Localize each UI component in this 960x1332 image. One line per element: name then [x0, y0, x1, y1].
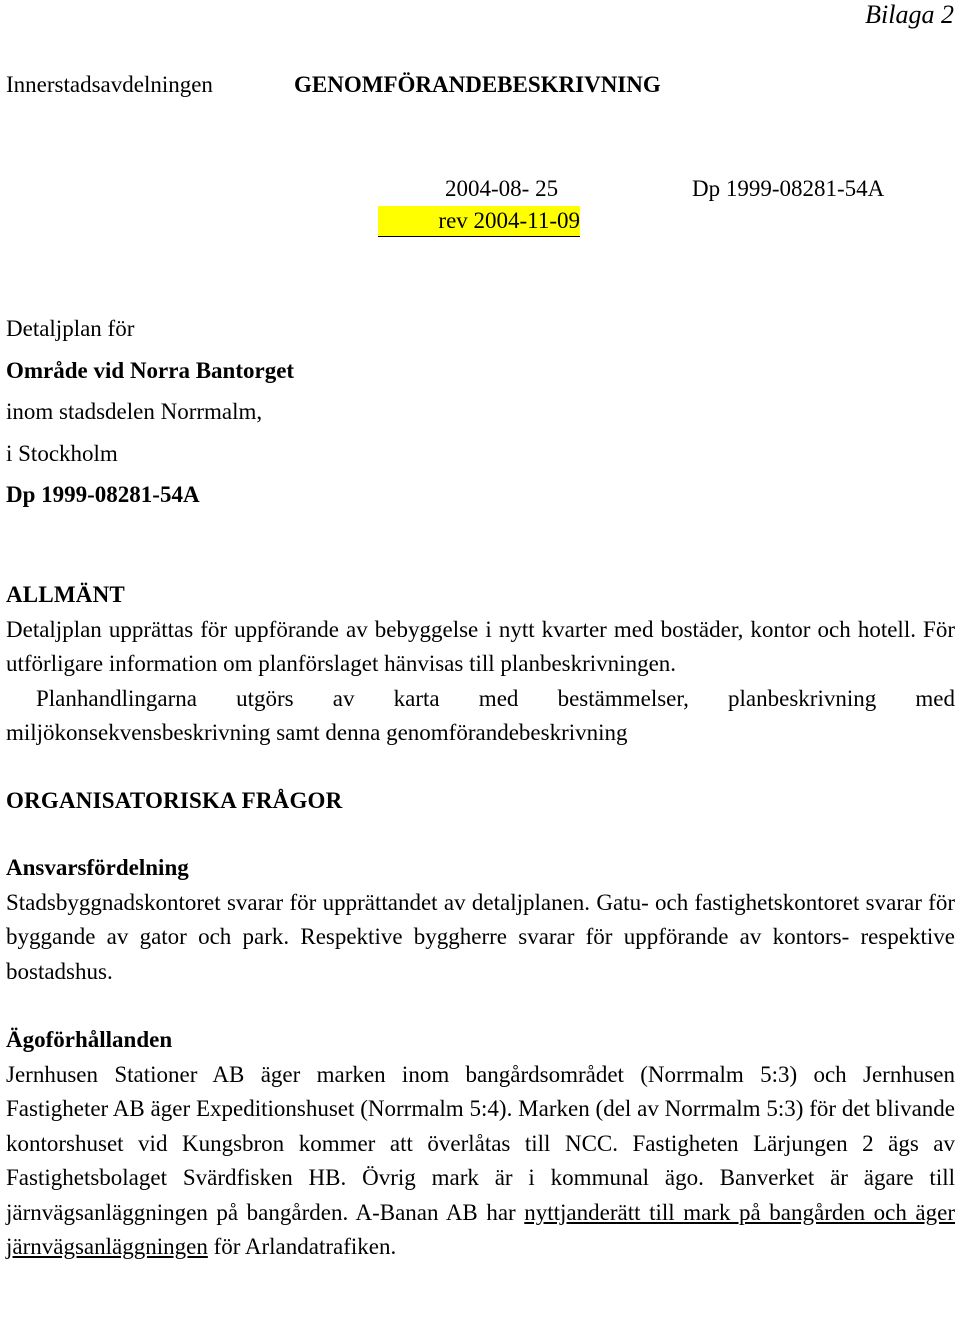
subheading-agoforhallanden: Ägoförhållanden	[6, 1027, 173, 1052]
paragraph	[6, 1058, 955, 1265]
department-name: Innerstadsavdelningen	[6, 72, 213, 97]
document-date: 2004-08- 25	[445, 176, 559, 201]
appendix-label: Bilaga 2	[865, 0, 954, 29]
plan-title-block	[6, 308, 606, 516]
underlined-text: nyttjanderätt till mark på bangården och äger järnvägsanläggningen	[6, 1199, 955, 1259]
paragraph: Stadsbyggnadskontoret svarar för upprättandet av detaljplanen. Gatu- och fastighetskontoret svarar för byggande av gator och park. Respektive byggherre svarar för uppförande av kontors- respektive bostadshus.	[6, 889, 955, 984]
document-body	[6, 578, 955, 1265]
revision-date: rev 2004-11-09	[378, 206, 580, 237]
plan-number: Dp 1999-08281-54A	[692, 176, 885, 201]
text-span: för Arlandatrafiken.	[207, 1234, 397, 1259]
plan-area-name: Område vid Norra Bantorget	[6, 357, 295, 383]
section-heading-allmant: ALLMÄNT	[6, 582, 125, 607]
plan-line: i Stockholm	[6, 440, 118, 466]
plan-line: Detaljplan för	[6, 316, 135, 341]
paragraph: Detaljplan upprättas för uppförande av bebyggelse i nytt kvarter med bostäder, kontor och hotell. För utförligare information om planförslaget hänvisas till planbeskrivningen.	[6, 616, 955, 676]
section-heading-organisatoriska: ORGANISATORISKA FRÅGOR	[6, 787, 343, 813]
subheading-ansvarsfordelning: Ansvarsfördelning	[6, 855, 189, 880]
paragraph: Planhandlingarna utgörs av karta med bestämmelser, planbeskrivning med miljökonsekvensbeskrivning samt denna genomförandebeskrivning	[6, 685, 955, 745]
document-title: GENOMFÖRANDEBESKRIVNING	[294, 72, 661, 97]
plan-number-bold: Dp 1999-08281-54A	[6, 482, 200, 507]
text-span: Jernhusen Stationer AB äger marken inom bangårdsområdet (Norrmalm 5:3) och Jernhusen Fastigheter AB äger Expeditionshuset (Norrmalm 5:4). Marken (del av Norrmalm 5:3) för det blivande kontorshuset vid Kungsbron kommer att överlåtas till NCC. Fastigheten Lärjungen 2 ägs av Fastighetsbolaget Svärdfisken HB. Övrig mark är i kommunal ägo. Banverket är ägare till järnvägsanläggningen på bangården. A-Banan AB har	[6, 1061, 955, 1225]
plan-line: inom stadsdelen Norrmalm,	[6, 399, 263, 424]
